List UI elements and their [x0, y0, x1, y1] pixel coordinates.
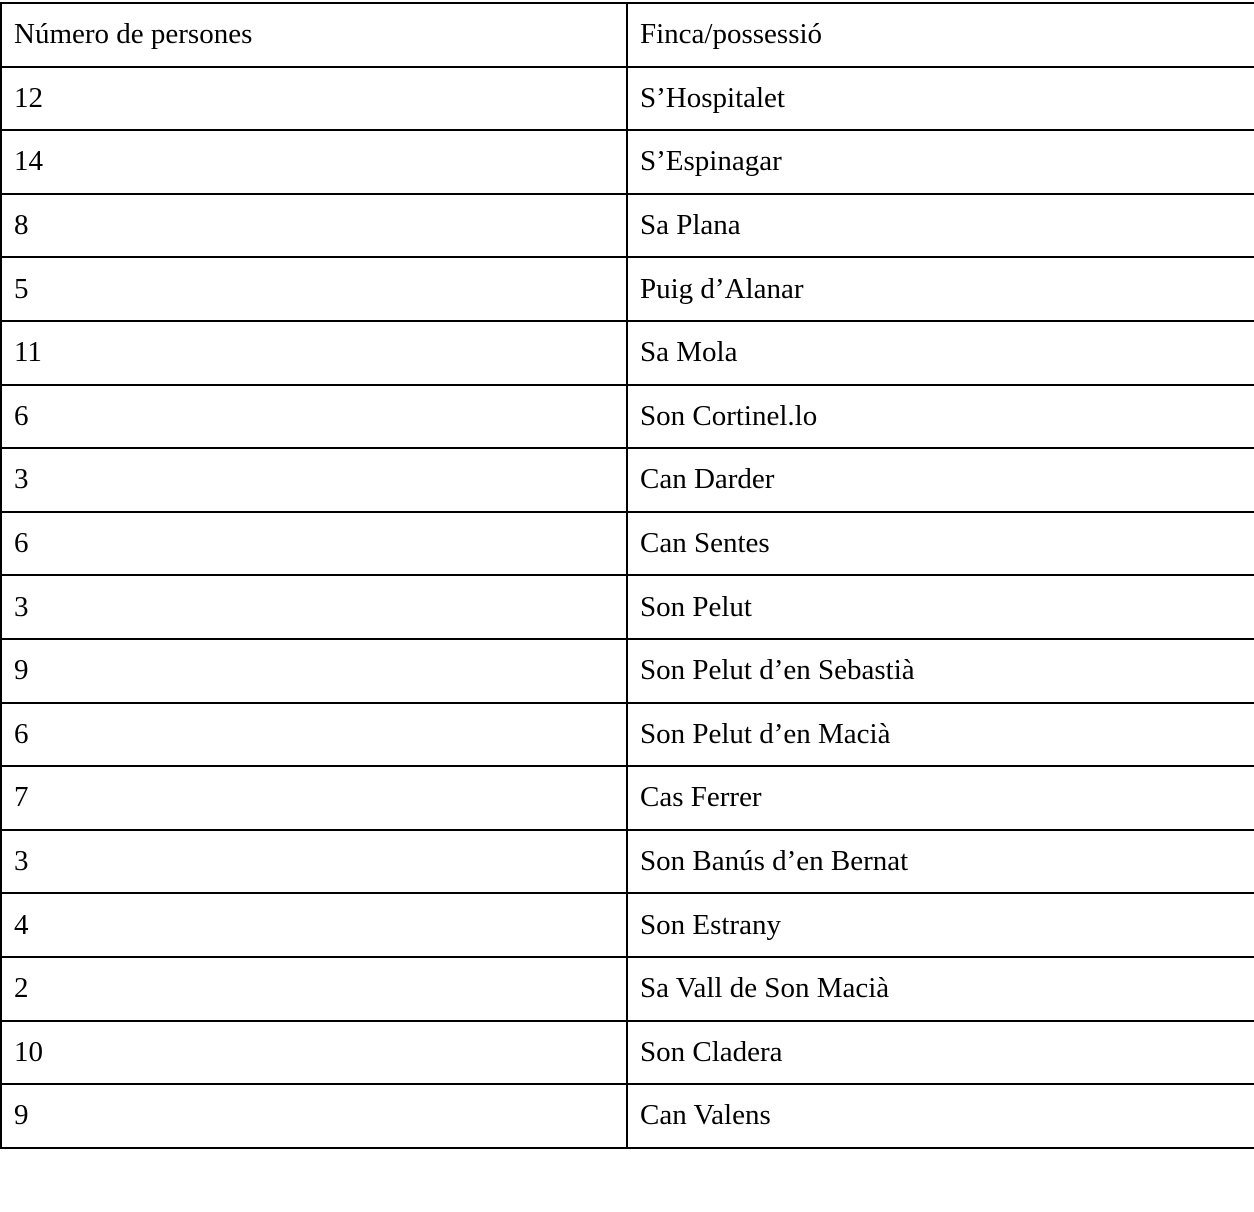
- cell-estate-name: S’Espinagar: [627, 130, 1254, 194]
- table-row: [1, 893, 1254, 957]
- cell-estate-name: Can Valens: [627, 1084, 1254, 1148]
- cell-people-count: 14: [1, 130, 627, 194]
- cell-estate-name: Son Pelut: [627, 575, 1254, 639]
- table-row: [1, 130, 1254, 194]
- cell-estate-name: Sa Vall de Son Macià: [627, 957, 1254, 1021]
- cell-people-count: 6: [1, 703, 627, 767]
- cell-people-count: 9: [1, 1084, 627, 1148]
- table-row: [1, 512, 1254, 576]
- table-row: [1, 830, 1254, 894]
- cell-estate-name: Son Pelut d’en Macià: [627, 703, 1254, 767]
- table-row: [1, 257, 1254, 321]
- cell-estate-name: Puig d’Alanar: [627, 257, 1254, 321]
- cell-estate-name: Can Darder: [627, 448, 1254, 512]
- table-row: [1, 575, 1254, 639]
- cell-people-count: 4: [1, 893, 627, 957]
- cell-people-count: 12: [1, 67, 627, 131]
- cell-estate-name: Sa Plana: [627, 194, 1254, 258]
- table-row: [1, 321, 1254, 385]
- cell-people-count: 6: [1, 385, 627, 449]
- table-row: [1, 67, 1254, 131]
- cell-people-count: 5: [1, 257, 627, 321]
- cell-people-count: 9: [1, 639, 627, 703]
- cell-people-count: 3: [1, 448, 627, 512]
- cell-people-count: 3: [1, 830, 627, 894]
- header-number-of-people: Número de persones: [1, 3, 627, 67]
- fincas-table: [0, 2, 1254, 1149]
- table-row: [1, 703, 1254, 767]
- cell-estate-name: Son Banús d’en Bernat: [627, 830, 1254, 894]
- cell-estate-name: Son Pelut d’en Sebastià: [627, 639, 1254, 703]
- table-row: [1, 194, 1254, 258]
- cell-estate-name: S’Hospitalet: [627, 67, 1254, 131]
- table-row: [1, 766, 1254, 830]
- table-row: [1, 385, 1254, 449]
- table-row: [1, 1021, 1254, 1085]
- cell-estate-name: Son Cladera: [627, 1021, 1254, 1085]
- table-row: [1, 639, 1254, 703]
- cell-people-count: 11: [1, 321, 627, 385]
- cell-people-count: 6: [1, 512, 627, 576]
- cell-people-count: 7: [1, 766, 627, 830]
- cell-people-count: 10: [1, 1021, 627, 1085]
- table-row: [1, 1084, 1254, 1148]
- cell-people-count: 2: [1, 957, 627, 1021]
- cell-estate-name: Son Estrany: [627, 893, 1254, 957]
- table-row: [1, 957, 1254, 1021]
- header-estate: Finca/possessió: [627, 3, 1254, 67]
- cell-estate-name: Sa Mola: [627, 321, 1254, 385]
- cell-people-count: 8: [1, 194, 627, 258]
- cell-estate-name: Can Sentes: [627, 512, 1254, 576]
- cell-people-count: 3: [1, 575, 627, 639]
- cell-estate-name: Son Cortinel.lo: [627, 385, 1254, 449]
- table-row: [1, 448, 1254, 512]
- table-header-row: [1, 3, 1254, 67]
- cell-estate-name: Cas Ferrer: [627, 766, 1254, 830]
